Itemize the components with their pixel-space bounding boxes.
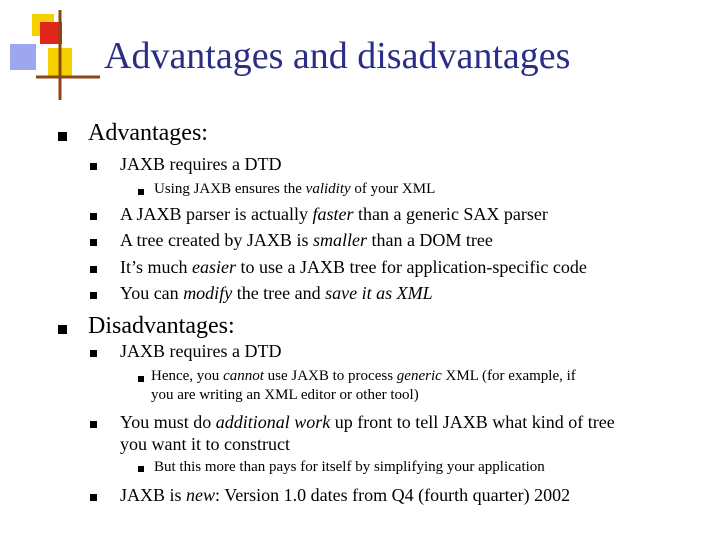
bullet-icon (90, 350, 97, 357)
advantages-item-2: A JAXB parser is actually faster than a generic SAX parser (120, 204, 548, 224)
disadvantages-item-2-line-1: You must do additional work up front to tell JAXB what kind of tree (120, 412, 615, 432)
disadvantages-item-1-sub-line-2: you are writing an XML editor or other tool) (151, 387, 419, 403)
bullet-icon (90, 266, 97, 273)
advantages-item-3: A tree created by JAXB is smaller than a DOM tree (120, 230, 493, 250)
bullet-icon (58, 325, 67, 334)
advantages-item-1-sub: Using JAXB ensures the validity of your XML (154, 181, 436, 197)
logo-blue-square (10, 44, 36, 70)
disadvantages-item-1: JAXB requires a DTD (120, 341, 282, 361)
disadvantages-item-2-line-2: you want it to construct (120, 434, 290, 454)
page-title: Advantages and disadvantages (104, 35, 571, 77)
bullet-icon (90, 213, 97, 220)
logo-graphic (0, 0, 100, 100)
bullet-icon (90, 163, 97, 170)
disadvantages-item-1-sub-line-1: Hence, you cannot use JAXB to process generic XML (for example, if (151, 368, 576, 384)
bullet-icon (90, 421, 97, 428)
disadvantages-item-2-sub: But this more than pays for itself by simplifying your application (154, 459, 545, 475)
bullet-icon (90, 494, 97, 501)
bullet-icon (58, 132, 67, 141)
bullet-icon (138, 466, 144, 472)
advantages-item-5: You can modify the tree and save it as XML (120, 283, 433, 303)
bullet-icon (90, 239, 97, 246)
advantages-item-1: JAXB requires a DTD (120, 154, 282, 174)
bullet-icon (138, 376, 144, 382)
bullet-icon (138, 189, 144, 195)
advantages-heading: Advantages: (88, 120, 208, 146)
advantages-item-4: It’s much easier to use a JAXB tree for application-specific code (120, 257, 587, 277)
bullet-icon (90, 292, 97, 299)
disadvantages-heading: Disadvantages: (88, 313, 235, 339)
disadvantages-item-3: JAXB is new: Version 1.0 dates from Q4 (fourth quarter) 2002 (120, 485, 571, 505)
